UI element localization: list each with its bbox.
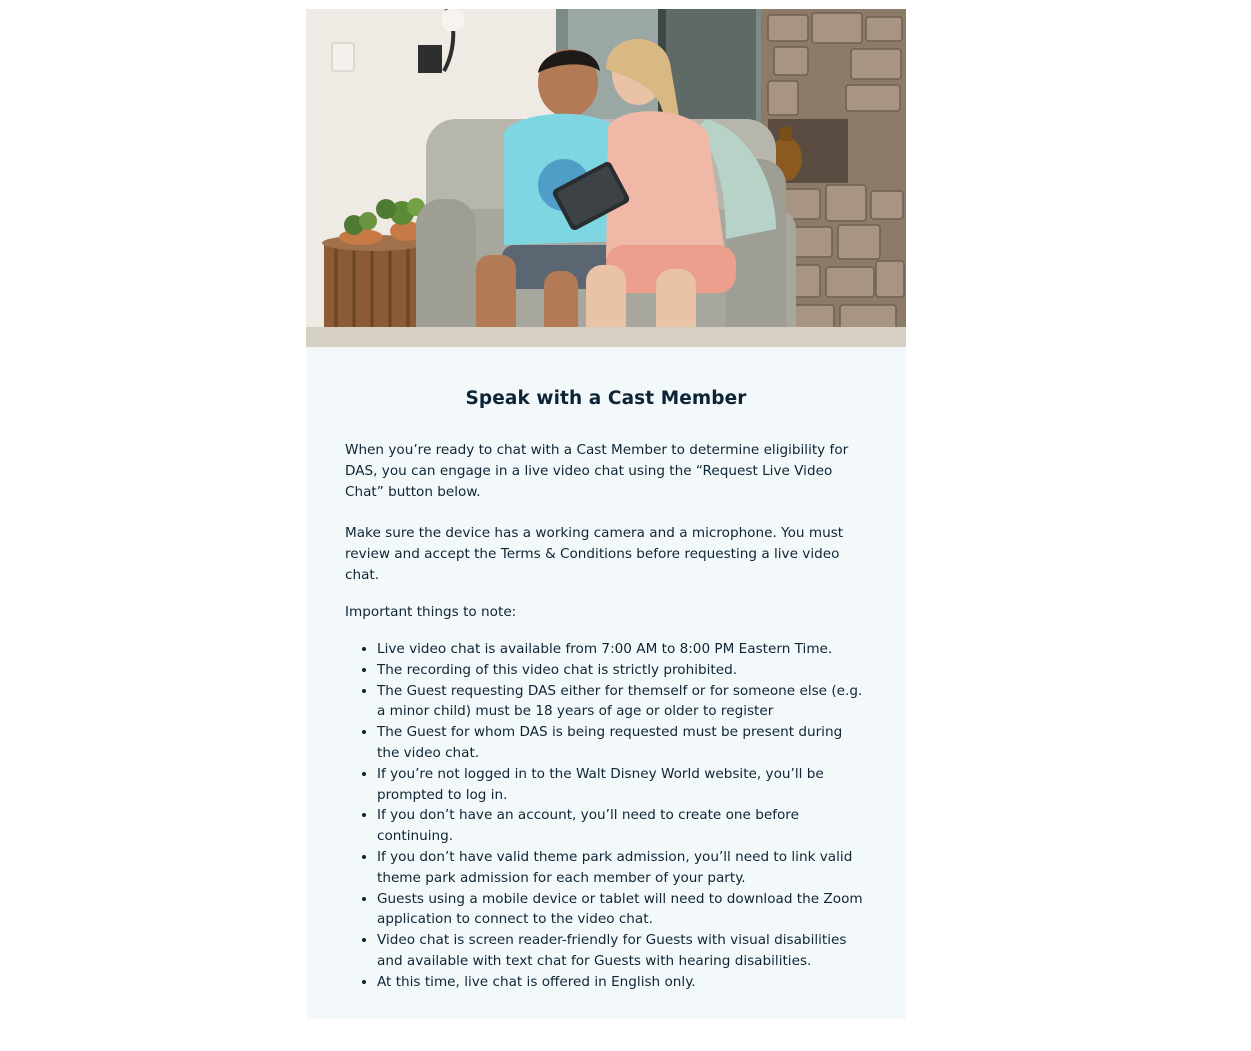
content-card	[306, 9, 906, 1019]
list-item: • The recording of this video chat is strictly prohibited.	[377, 660, 867, 681]
list-item: • The Guest for whom DAS is being requested must be present during the video chat.	[377, 722, 867, 764]
list-item: • If you’re not logged in to the Walt Disney World website, you’ll be prompted to log in.	[377, 764, 867, 806]
content-body	[306, 347, 906, 993]
notes-list	[345, 639, 867, 993]
notes-heading: Important things to note:	[345, 604, 517, 620]
requirements-paragraph: Make sure the device has a working camera and a microphone. You must review and accept the Terms & Conditions before requesting a live video chat.	[345, 525, 844, 583]
list-item: • The Guest requesting DAS either for themself or for someone else (e.g. a minor child) must be 18 years of age or older to register	[377, 681, 867, 723]
hero-photo-illustration	[306, 9, 906, 347]
list-item: • Video chat is screen reader-friendly for Guests with visual disabilities and available with text chat for Guests with hearing disabilities.	[377, 930, 867, 972]
intro-paragraph: When you’re ready to chat with a Cast Member to determine eligibility for DAS, you can engage in a live video chat using the “Request Live Video Chat” button below.	[345, 442, 849, 500]
section-title: Speak with a Cast Member	[465, 388, 747, 409]
hero-image	[306, 9, 906, 347]
list-item: • If you don’t have an account, you’ll need to create one before continuing.	[377, 805, 867, 847]
list-item: • If you don’t have valid theme park admission, you’ll need to link valid theme park admission for each member of your party.	[377, 847, 867, 889]
list-item: • At this time, live chat is offered in English only.	[377, 972, 867, 993]
list-item: • Guests using a mobile device or tablet will need to download the Zoom application to connect to the video chat.	[377, 889, 867, 931]
list-item: • Live video chat is available from 7:00 AM to 8:00 PM Eastern Time.	[377, 639, 867, 660]
